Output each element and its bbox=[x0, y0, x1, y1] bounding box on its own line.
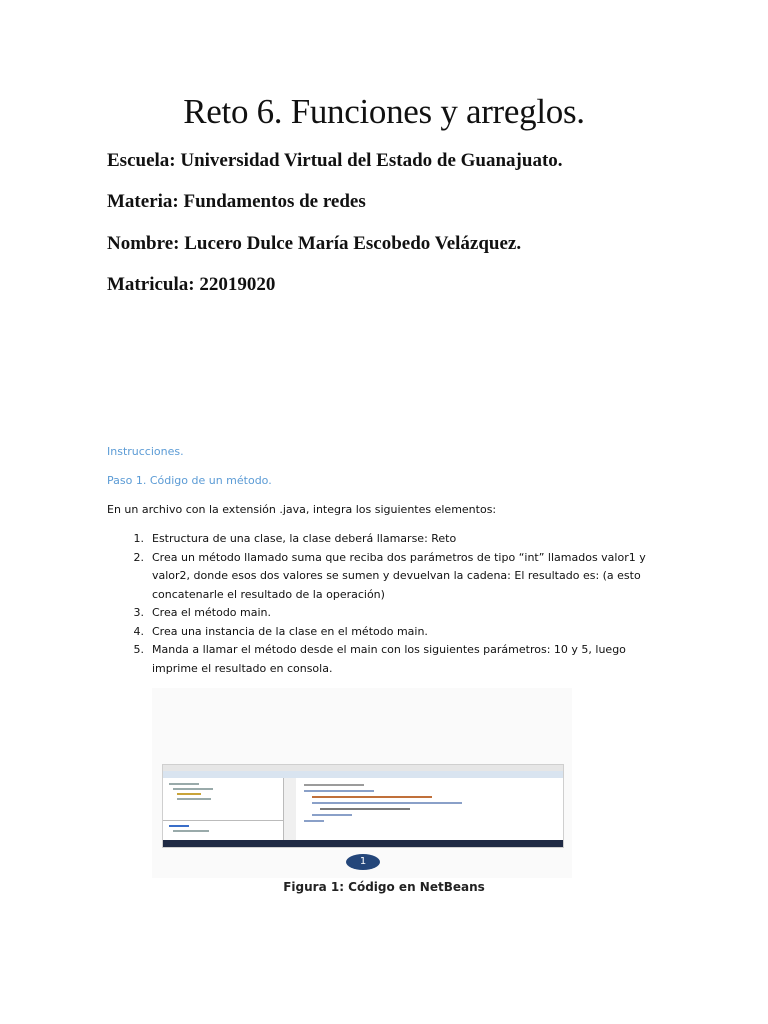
list-item bbox=[107, 604, 647, 623]
ide-project-panel bbox=[163, 778, 284, 840]
school-line: Escuela: Universidad Virtual del Estado de Guanajuato. bbox=[107, 150, 563, 171]
name-line: Nombre: Lucero Dulce María Escobedo Velázquez. bbox=[107, 233, 522, 254]
step-text: Manda a llamar el método desde el main con los siguientes parámetros: 10 y 5, luego imprime el resultado en consola. bbox=[152, 643, 626, 675]
list-item bbox=[107, 549, 647, 605]
figure bbox=[152, 688, 572, 878]
step-text: Crea el método main. bbox=[152, 606, 272, 619]
page-number-badge: 1 bbox=[346, 854, 380, 870]
document-title: Reto 6. Funciones y arreglos. bbox=[183, 92, 585, 131]
ide-code-editor bbox=[284, 778, 563, 840]
step-number: 1. bbox=[133, 532, 144, 545]
steps-list bbox=[107, 530, 647, 678]
step-heading: Paso 1. Código de un método. bbox=[107, 474, 272, 487]
step-text: Crea una instancia de la clase en el método main. bbox=[152, 624, 428, 638]
step-number: 3. bbox=[133, 606, 144, 619]
step-number: 5. bbox=[133, 643, 144, 656]
intro-text: En un archivo con la extensión .java, integra los siguientes elementos: bbox=[107, 503, 497, 516]
list-item bbox=[107, 530, 647, 549]
ide-toolbar bbox=[163, 771, 563, 778]
step-number: 4. bbox=[133, 624, 144, 638]
step-number: 2. bbox=[133, 550, 144, 564]
id-line: Matricula: 22019020 bbox=[107, 274, 276, 295]
os-taskbar bbox=[163, 840, 563, 847]
step-text: Estructura de una clase, la clase deberá llamarse: Reto bbox=[152, 532, 457, 545]
list-item bbox=[107, 623, 647, 642]
instructions-heading: Instrucciones. bbox=[107, 445, 184, 458]
step-text: Crea un método llamado suma que reciba dos parámetros de tipo “int” llamados valor1 y valor2, donde esos dos valores se sumen y devuelvan la cadena: El resultado es: (a esto concatenarle el resultado de la operación) bbox=[152, 550, 646, 601]
list-item bbox=[107, 641, 647, 678]
netbeans-screenshot bbox=[162, 764, 564, 848]
figure-caption: Figura 1: Código en NetBeans bbox=[283, 880, 485, 894]
subject-line: Materia: Fundamentos de redes bbox=[107, 191, 366, 212]
